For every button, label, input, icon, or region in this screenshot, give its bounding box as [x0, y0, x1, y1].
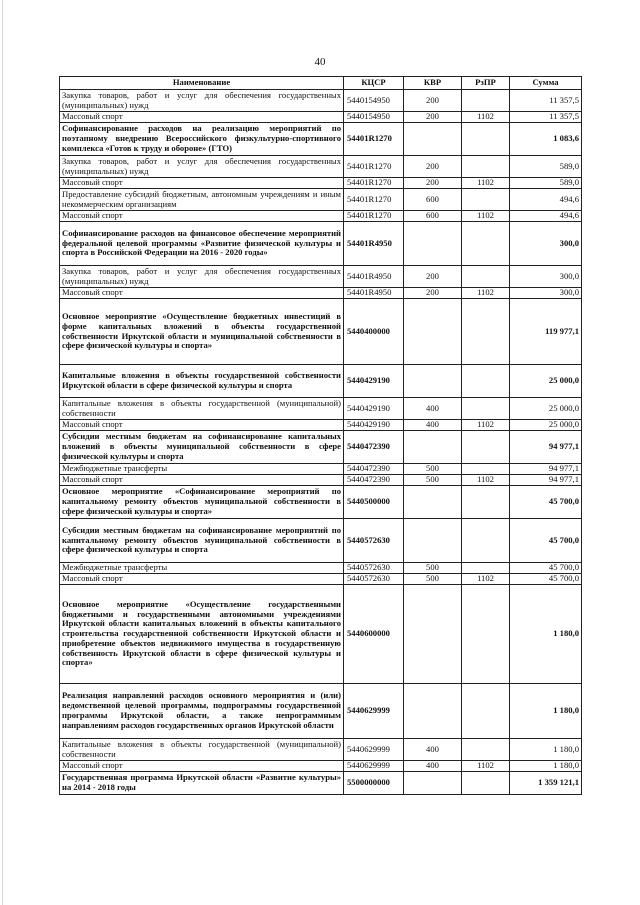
cell-kcsr: 5440572630 [344, 563, 404, 574]
page-edge-line [2, 0, 3, 905]
cell-sum: 25 000,0 [510, 365, 582, 398]
header-name: Наименование [60, 77, 344, 90]
table-row [60, 266, 582, 288]
cell-name: Массовый спорт [60, 288, 344, 299]
cell-kvr: 500 [404, 464, 462, 475]
cell-name: Массовый спорт [60, 420, 344, 431]
cell-rzpr [462, 398, 510, 420]
cell-name: Субсидии местным бюджетам на софинансирование мероприятий по капитальному ремонту объектов муниципальной собственности в сфере физической культуры и спорта [60, 519, 344, 563]
cell-sum: 494,6 [510, 211, 582, 222]
cell-kvr [404, 519, 462, 563]
cell-sum: 45 700,0 [510, 574, 582, 585]
cell-sum: 1 180,0 [510, 739, 582, 761]
cell-kcsr: 54401R1270 [344, 156, 404, 178]
cell-sum: 94 977,1 [510, 431, 582, 464]
table-row [60, 519, 582, 563]
cell-name: Основное мероприятие «Софинансирование мероприятий по капитальному ремонту объектов муниципальной собственности в сфере физической культуры и спорта» [60, 486, 344, 519]
cell-kcsr: 5440429190 [344, 365, 404, 398]
cell-rzpr: 1102 [462, 574, 510, 585]
table-row [60, 288, 582, 299]
cell-kvr: 200 [404, 156, 462, 178]
header-rzpr: РзПР [462, 77, 510, 90]
cell-sum: 45 700,0 [510, 563, 582, 574]
cell-sum: 94 977,1 [510, 464, 582, 475]
cell-rzpr: 1102 [462, 288, 510, 299]
cell-name: Субсидии местным бюджетам на софинансирование капитальных вложений в объекты муниципальной собственности в сфере физической культуры и спорта [60, 431, 344, 464]
cell-kcsr: 5440629999 [344, 761, 404, 772]
cell-kvr: 200 [404, 288, 462, 299]
cell-rzpr [462, 464, 510, 475]
cell-kvr: 500 [404, 475, 462, 486]
cell-sum: 1 180,0 [510, 585, 582, 684]
table-row [60, 189, 582, 211]
cell-name: Капитальные вложения в объекты государственной собственности Иркутской области в сфере физической культуры и спорта [60, 365, 344, 398]
cell-kcsr: 5440629999 [344, 684, 404, 739]
cell-kvr [404, 486, 462, 519]
cell-kcsr: 54401R1270 [344, 211, 404, 222]
cell-kcsr: 54401R4950 [344, 288, 404, 299]
cell-rzpr [462, 90, 510, 112]
cell-sum: 25 000,0 [510, 420, 582, 431]
cell-kvr: 400 [404, 398, 462, 420]
cell-name: Капитальные вложения в объекты государственной (муниципальной) собственности [60, 739, 344, 761]
cell-kcsr: 5440472390 [344, 464, 404, 475]
cell-kvr: 600 [404, 211, 462, 222]
cell-rzpr [462, 563, 510, 574]
budget-table [59, 76, 582, 795]
cell-sum: 25 000,0 [510, 398, 582, 420]
cell-kvr [404, 772, 462, 795]
cell-sum: 589,0 [510, 156, 582, 178]
cell-sum: 494,6 [510, 189, 582, 211]
cell-rzpr [462, 431, 510, 464]
cell-sum: 94 977,1 [510, 475, 582, 486]
cell-name: Межбюджетные трансферты [60, 464, 344, 475]
table-row [60, 299, 582, 365]
cell-kcsr: 5440572630 [344, 574, 404, 585]
table-body [60, 90, 582, 795]
cell-sum: 1 180,0 [510, 684, 582, 739]
cell-name: Реализация направлений расходов основного мероприятия и (или) ведомственной целевой программы, подпрограммы государственной программы Иркутской области, а также непрограммным направлениям расходов государственных органов Иркутской области [60, 684, 344, 739]
cell-name: Предоставление субсидий бюджетным, автономным учреждениям и иным некоммерческим организациям [60, 189, 344, 211]
cell-name: Капитальные вложения в объекты государственной (муниципальной) собственности [60, 398, 344, 420]
cell-name: Закупка товаров, работ и услуг для обеспечения государственных (муниципальных) нужд [60, 90, 344, 112]
cell-kcsr: 5440429190 [344, 420, 404, 431]
cell-name: Софинансирование расходов на финансовое обеспечение мероприятий федеральной целевой программы «Развитие физической культуры и спорта в Российской Федерации на 2016 - 2020 годы» [60, 222, 344, 266]
cell-kcsr: 5440572630 [344, 519, 404, 563]
table-row [60, 156, 582, 178]
cell-sum: 119 977,1 [510, 299, 582, 365]
cell-kvr: 200 [404, 112, 462, 123]
cell-kvr [404, 684, 462, 739]
cell-rzpr [462, 772, 510, 795]
cell-rzpr: 1102 [462, 475, 510, 486]
cell-kcsr: 5440154950 [344, 90, 404, 112]
cell-rzpr [462, 585, 510, 684]
cell-rzpr: 1102 [462, 420, 510, 431]
cell-name: Основное мероприятие «Осуществление государственными бюджетными и государственными автономными учреждениями Иркутской области капитальных вложений в объекты капитального строительства государственной собственности Иркутской области и приобретение объектов недвижимого имущества в государственную собственность Иркутской области в сфере физической культуры и спорта» [60, 585, 344, 684]
cell-kcsr: 54401R1270 [344, 178, 404, 189]
table-row [60, 486, 582, 519]
cell-kcsr: 5440429190 [344, 398, 404, 420]
table-row [60, 761, 582, 772]
cell-kvr: 200 [404, 90, 462, 112]
cell-kcsr: 54401R4950 [344, 266, 404, 288]
cell-kvr [404, 431, 462, 464]
table-row [60, 684, 582, 739]
cell-name: Закупка товаров, работ и услуг для обеспечения государственных (муниципальных) нужд [60, 266, 344, 288]
cell-kvr [404, 123, 462, 156]
table-row [60, 365, 582, 398]
table-row [60, 222, 582, 266]
header-kvr: КВР [404, 77, 462, 90]
cell-kcsr: 54401R1270 [344, 123, 404, 156]
cell-sum: 300,0 [510, 288, 582, 299]
cell-rzpr [462, 519, 510, 563]
table-row [60, 398, 582, 420]
cell-kvr: 200 [404, 266, 462, 288]
table-row [60, 574, 582, 585]
cell-sum: 1 083,6 [510, 123, 582, 156]
cell-kcsr: 54401R4950 [344, 222, 404, 266]
table-row [60, 431, 582, 464]
cell-kvr: 200 [404, 178, 462, 189]
cell-sum: 45 700,0 [510, 486, 582, 519]
cell-name: Массовый спорт [60, 178, 344, 189]
cell-kvr: 400 [404, 761, 462, 772]
cell-name: Массовый спорт [60, 574, 344, 585]
cell-kcsr: 5440600000 [344, 585, 404, 684]
cell-kvr: 500 [404, 563, 462, 574]
cell-kcsr: 5440472390 [344, 475, 404, 486]
table-row [60, 563, 582, 574]
cell-rzpr: 1102 [462, 211, 510, 222]
table-row [60, 112, 582, 123]
cell-sum: 11 357,5 [510, 112, 582, 123]
cell-rzpr [462, 156, 510, 178]
page-number: 40 [314, 56, 326, 68]
cell-rzpr: 1102 [462, 178, 510, 189]
cell-kvr [404, 222, 462, 266]
cell-kcsr: 5440400000 [344, 299, 404, 365]
cell-sum: 589,0 [510, 178, 582, 189]
table-row [60, 464, 582, 475]
cell-name: Государственная программа Иркутской области «Развитие культуры» на 2014 - 2018 годы [60, 772, 344, 795]
cell-name: Межбюджетные трансферты [60, 563, 344, 574]
table-row [60, 90, 582, 112]
cell-name: Массовый спорт [60, 211, 344, 222]
cell-kcsr: 5440472390 [344, 431, 404, 464]
cell-kcsr: 54401R1270 [344, 189, 404, 211]
table-row [60, 772, 582, 795]
cell-rzpr [462, 486, 510, 519]
cell-sum: 11 357,5 [510, 90, 582, 112]
table-header-row [60, 77, 582, 90]
cell-name: Основное мероприятие «Осуществление бюджетных инвестиций в форме капитальных вложений в объекты государственной собственности Иркутской области и муниципальной собственности в сфере физической культуры и спорта» [60, 299, 344, 365]
cell-sum: 300,0 [510, 266, 582, 288]
header-kcsr: КЦСР [344, 77, 404, 90]
cell-sum: 1 359 121,1 [510, 772, 582, 795]
cell-sum: 1 180,0 [510, 761, 582, 772]
cell-name: Массовый спорт [60, 112, 344, 123]
cell-kcsr: 5440629999 [344, 739, 404, 761]
cell-name: Массовый спорт [60, 475, 344, 486]
cell-kcsr: 5500000000 [344, 772, 404, 795]
cell-name: Софинансирование расходов на реализацию мероприятий по поэтапному внедрению Всероссийского физкультурно-спортивного комплекса «Готов к труду и обороне» (ГТО) [60, 123, 344, 156]
cell-rzpr [462, 123, 510, 156]
cell-rzpr: 1102 [462, 112, 510, 123]
cell-rzpr [462, 684, 510, 739]
cell-rzpr [462, 365, 510, 398]
cell-rzpr [462, 222, 510, 266]
cell-kvr: 400 [404, 420, 462, 431]
cell-rzpr [462, 266, 510, 288]
table-row [60, 475, 582, 486]
cell-kvr: 600 [404, 189, 462, 211]
table-row [60, 739, 582, 761]
cell-kvr [404, 585, 462, 684]
cell-rzpr [462, 189, 510, 211]
cell-kvr: 400 [404, 739, 462, 761]
cell-name: Массовый спорт [60, 761, 344, 772]
cell-kvr [404, 299, 462, 365]
table-row [60, 420, 582, 431]
cell-name: Закупка товаров, работ и услуг для обеспечения государственных (муниципальных) нужд [60, 156, 344, 178]
table-row [60, 178, 582, 189]
cell-sum: 45 700,0 [510, 519, 582, 563]
table-row [60, 585, 582, 684]
cell-sum: 300,0 [510, 222, 582, 266]
cell-kvr [404, 365, 462, 398]
cell-rzpr [462, 739, 510, 761]
cell-rzpr [462, 299, 510, 365]
cell-rzpr: 1102 [462, 761, 510, 772]
header-sum: Сумма [510, 77, 582, 90]
table-row [60, 211, 582, 222]
cell-kvr: 500 [404, 574, 462, 585]
table-row [60, 123, 582, 156]
cell-kcsr: 5440500000 [344, 486, 404, 519]
cell-kcsr: 5440154950 [344, 112, 404, 123]
